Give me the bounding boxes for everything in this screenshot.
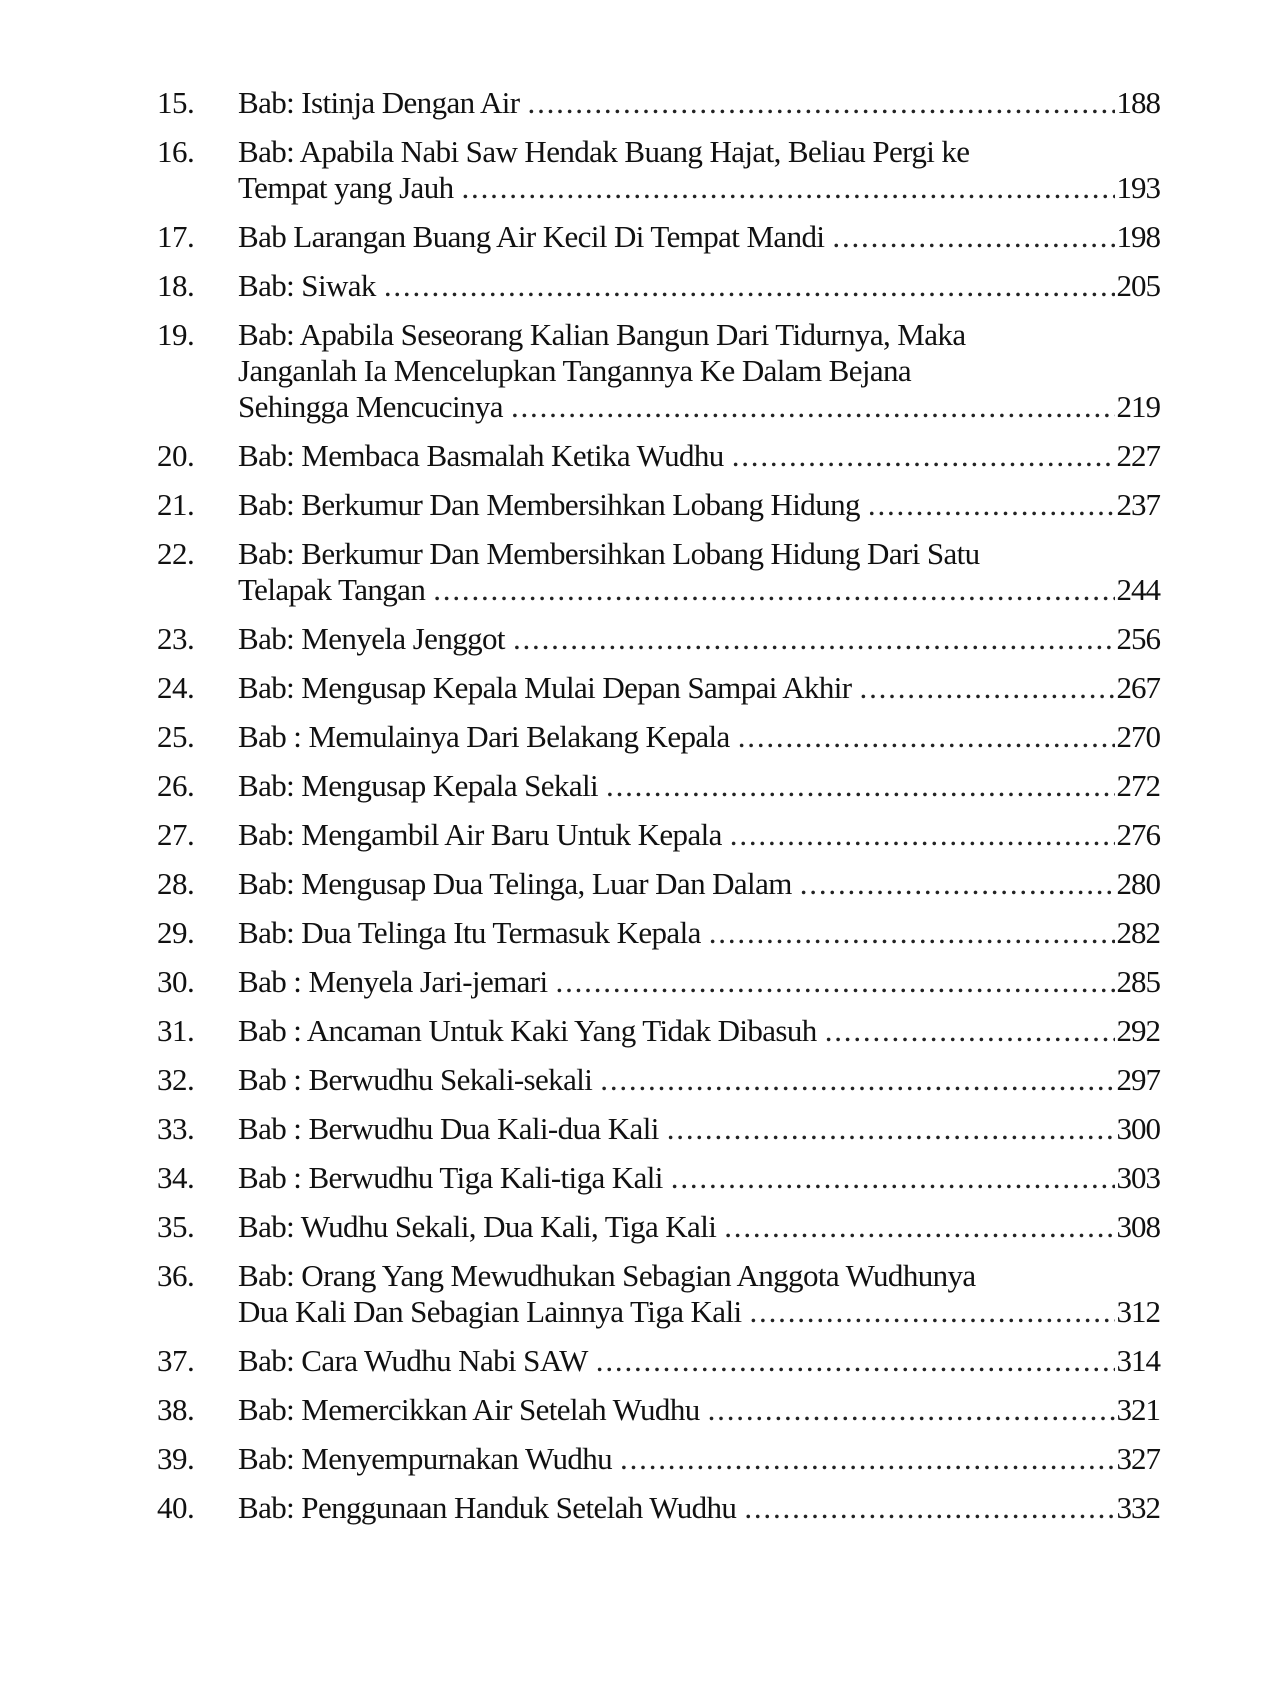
toc-entry-title-line: Bab: Berkumur Dan Membersihkan Lobang Hidung [238,487,860,522]
toc-entry-row [238,391,1160,423]
toc-entry-number: 31. [157,1013,195,1048]
toc-entry-page-number: 205 [1116,268,1160,303]
toc-entry-last-line [238,1296,1160,1328]
toc-entry-page-number: 219 [1116,389,1160,424]
toc-entry-number: 40. [157,1490,195,1525]
toc-entry-page-number: 314 [1116,1343,1160,1378]
dot-leader [384,270,1115,302]
toc-entry-page-number: 292 [1116,1013,1160,1048]
dot-leader [513,623,1115,655]
toc-entry-title-line: Bab: Menyela Jenggot [238,621,505,656]
dot-leader [620,1443,1114,1475]
toc-entry-number: 32. [157,1062,195,1097]
toc-entry-title-line: Bab: Siwak [238,268,376,303]
toc-entry-title-line: Bab: Berkumur Dan Membersihkan Lobang Hidung Dari Satu [238,536,980,571]
toc-entry-page-number: 282 [1116,915,1160,950]
toc-entry-title-line: Bab: Mengusap Kepala Sekali [238,768,599,803]
dot-leader [730,819,1115,851]
toc-entry-row [238,1211,1160,1243]
toc-entry-last-line [238,172,1160,204]
toc-entry-number: 36. [157,1258,195,1293]
dot-leader [860,672,1115,704]
toc-entry-number: 18. [157,268,195,303]
toc-entry-number: 15. [157,85,195,120]
dot-leader [825,1015,1115,1047]
toc-entry-last-line [238,917,1160,949]
toc-entry-last-line [238,672,1160,704]
dot-leader [667,1113,1115,1145]
dot-leader [744,1492,1114,1524]
toc-entry-page-number: 198 [1116,219,1160,254]
toc-entry-title-line: Bab: Apabila Nabi Saw Hendak Buang Hajat, Beliau Pergi ke [238,134,970,169]
toc-entry-last-line [238,1064,1160,1096]
toc-entry-title-line: Bab Larangan Buang Air Kecil Di Tempat Mandi [238,219,825,254]
dot-leader [596,1345,1115,1377]
toc-entry-number: 29. [157,915,195,950]
toc-entry-title-line: Bab: Mengusap Dua Telinga, Luar Dan Dalam [238,866,792,901]
toc-entry-number: 34. [157,1160,195,1195]
toc-entry-row [238,172,1160,204]
dot-leader [671,1162,1115,1194]
toc-entry-title-line: Janganlah Ia Mencelupkan Tangannya Ke Dalam Bejana [238,353,912,388]
toc-entry-page-number: 237 [1116,487,1160,522]
toc-entry-page-number: 321 [1116,1392,1160,1427]
toc-entry-row [238,1443,1160,1475]
toc-entry-title-line: Bab : Memulainya Dari Belakang Kepala [238,719,730,754]
toc-entry-last-line [238,819,1160,851]
toc-entry-row [238,1015,1160,1047]
toc-entry-last-line [238,623,1160,655]
toc-entry-title-line: Bab: Membaca Basmalah Ketika Wudhu [238,438,724,473]
toc-entry-last-line [238,574,1160,606]
toc-entry-number: 22. [157,536,195,571]
toc-entry-number: 23. [157,621,195,656]
toc-entry-page-number: 270 [1116,719,1160,754]
dot-leader [606,770,1114,802]
dot-leader [556,966,1115,998]
toc-entry-last-line [238,770,1160,802]
dot-leader [738,721,1115,753]
dot-leader [709,917,1115,949]
toc-entry-row [238,868,1160,900]
toc-entry-page-number: 297 [1116,1062,1160,1097]
toc-entry-page-number: 276 [1116,817,1160,852]
toc-entry-page-number: 227 [1116,438,1160,473]
toc-entry-page-number: 193 [1116,170,1160,205]
toc-entry-last-line [238,966,1160,998]
dot-leader [600,1064,1114,1096]
toc-entry-number: 24. [157,670,195,705]
toc-entry-last-line [238,1162,1160,1194]
toc-entry-last-line [238,868,1160,900]
toc-entry-page-number: 267 [1116,670,1160,705]
toc-entry-title-line: Bab: Mengusap Kepala Mulai Depan Sampai Akhir [238,670,852,705]
toc-entry-row [238,1064,1160,1096]
toc-entry-row [238,1492,1160,1524]
toc-entry-title-line: Bab : Berwudhu Sekali-sekali [238,1062,593,1097]
toc-entry-row [238,270,1160,302]
toc-entry-title-line: Bab: Dua Telinga Itu Termasuk Kepala [238,915,701,950]
toc-entry-number: 21. [157,487,195,522]
toc-entry-last-line [238,1015,1160,1047]
toc-entry-row [238,966,1160,998]
toc-entry-number: 19. [157,317,195,352]
toc-entry-last-line [238,1345,1160,1377]
toc-entry-last-line [238,221,1160,253]
toc-entry-title-line: Bab: Istinja Dengan Air [238,85,520,120]
dot-leader [732,440,1115,472]
toc-entry-title-line: Sehingga Mencucinya [238,389,503,424]
dot-leader [528,87,1115,119]
toc-entry-number: 17. [157,219,195,254]
toc-entry-row [238,1162,1160,1194]
toc-entry-last-line [238,440,1160,472]
toc-entry-number: 35. [157,1209,195,1244]
toc-entry-last-line [238,1211,1160,1243]
toc-entry-title-line: Bab: Mengambil Air Baru Untuk Kepala [238,817,722,852]
dot-leader [724,1211,1114,1243]
toc-entry-last-line [238,87,1160,119]
toc-entry-last-line [238,1443,1160,1475]
toc-entry-row [238,489,1160,521]
toc-entry-page-number: 280 [1116,866,1160,901]
toc-entry-number: 39. [157,1441,195,1476]
toc-entry-title-line: Dua Kali Dan Sebagian Lainnya Tiga Kali [238,1294,742,1329]
toc-entry-row [238,1113,1160,1145]
toc-entry-page-number: 272 [1116,768,1160,803]
toc-entry-title-line: Bab: Orang Yang Mewudhukan Sebagian Anggota Wudhunya [238,1258,976,1293]
toc-entry-page-number: 300 [1116,1111,1160,1146]
toc-entry-page-number: 188 [1116,85,1160,120]
toc-entry-number: 20. [157,438,195,473]
toc-entry-row [238,819,1160,851]
dot-leader [511,391,1115,423]
toc-entry-number: 28. [157,866,195,901]
toc-entry-page-number: 308 [1116,1209,1160,1244]
dot-leader [832,221,1114,253]
toc-entry-last-line [238,1113,1160,1145]
toc-entry-number: 25. [157,719,195,754]
toc-entry-row [238,87,1160,119]
dot-leader [868,489,1115,521]
toc-entry-title-line: Bab: Penggunaan Handuk Setelah Wudhu [238,1490,737,1525]
toc-entry-title-line: Bab: Wudhu Sekali, Dua Kali, Tiga Kali [238,1209,717,1244]
toc-entry-page-number: 327 [1116,1441,1160,1476]
toc-entry-title-line: Bab: Cara Wudhu Nabi SAW [238,1343,588,1378]
toc-entry-row [238,623,1160,655]
toc-entry-row [238,721,1160,753]
dot-leader [800,868,1115,900]
toc-entry-number: 30. [157,964,195,999]
toc-entry-page-number: 332 [1116,1490,1160,1525]
toc-entry-title-line: Bab : Berwudhu Dua Kali-dua Kali [238,1111,659,1146]
toc-entry-title-line: Telapak Tangan [238,572,426,607]
dot-leader [750,1296,1115,1328]
toc-entry-title-line: Bab : Menyela Jari-jemari [238,964,548,999]
toc-entry-row [238,1345,1160,1377]
toc-entry-number: 37. [157,1343,195,1378]
toc-entry-page-number: 312 [1116,1294,1160,1329]
toc-entry-number: 16. [157,134,195,169]
toc-entry-row [238,672,1160,704]
dot-leader [433,574,1114,606]
toc-entry-number: 38. [157,1392,195,1427]
toc-entry-last-line [238,270,1160,302]
toc-entry-page-number: 256 [1116,621,1160,656]
toc-entry-row [238,1394,1160,1426]
toc-entry-page-number: 303 [1116,1160,1160,1195]
toc-entry-last-line [238,1394,1160,1426]
dot-leader [708,1394,1115,1426]
toc-entry-last-line [238,489,1160,521]
toc-entry-last-line [238,1492,1160,1524]
toc-entry-page-number: 285 [1116,964,1160,999]
toc-entry-page-number: 244 [1116,572,1160,607]
toc-entry-title-line: Bab: Apabila Seseorang Kalian Bangun Dari Tidurnya, Maka [238,317,966,352]
toc-entry-row [238,770,1160,802]
toc-entry-last-line [238,391,1160,423]
toc-entry-title-line: Bab : Berwudhu Tiga Kali-tiga Kali [238,1160,663,1195]
toc-entry-title-line: Tempat yang Jauh [238,170,454,205]
toc-entry-title-line: Bab : Ancaman Untuk Kaki Yang Tidak Dibasuh [238,1013,817,1048]
toc-entry-title-line: Bab: Menyempurnakan Wudhu [238,1441,613,1476]
dot-leader [462,172,1115,204]
toc-entry-number: 26. [157,768,195,803]
toc-entry-row [238,1296,1160,1328]
toc-entry-title-line: Bab: Memercikkan Air Setelah Wudhu [238,1392,700,1427]
toc-entry-number: 33. [157,1111,195,1146]
toc-entry-row [238,917,1160,949]
toc-entry-last-line [238,721,1160,753]
toc-entry-row [238,221,1160,253]
toc-entry-row [238,574,1160,606]
toc-entry-number: 27. [157,817,195,852]
toc-entry-row [238,440,1160,472]
